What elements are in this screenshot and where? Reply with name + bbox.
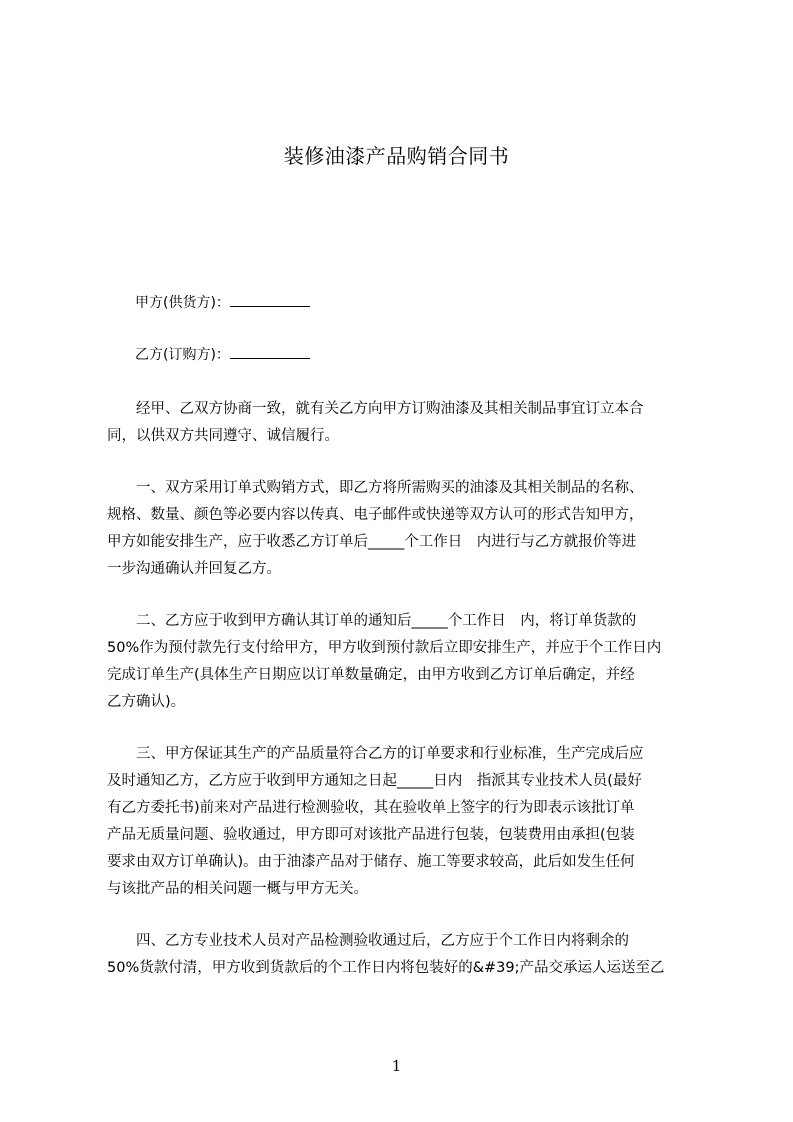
paragraph-line: 四、乙方专业技术人员对产品检测验收通过后，乙方应于个工作日内将剩余的: [107, 933, 629, 949]
page-number: 1: [391, 1057, 402, 1075]
paragraph-line: 产品无质量问题、验收通过，甲方即可对该批产品进行包装，包装费用由承担(包装: [107, 827, 635, 843]
paragraph-line: 及时通知乙方，乙方应于收到甲方通知之日起_____日内 指派其专业技术人员(最好: [107, 773, 642, 789]
intro-paragraph: [107, 396, 697, 450]
paragraph-line: 完成订单生产(具体生产日期应以订单数量确定，由甲方收到乙方订单后确定，并经: [107, 667, 635, 683]
paragraph-line: 一步沟通确认并回复乙方。: [107, 561, 281, 577]
paragraph-line: 50%作为预付款先行支付给甲方，甲方收到预付款后立即安排生产，并应于个工作日内: [107, 640, 662, 656]
paragraph-line: 要求由双方订单确认)。由于油漆产品对于储存、施工等要求较高，此后如发生任何: [107, 854, 635, 870]
paragraph-line: 有乙方委托书)前来对产品进行检测验收，其在验收单上签字的行为即表示该批订单: [107, 800, 635, 816]
paragraph-line: 同，以供双方共同遵守、诚信履行。: [107, 428, 339, 444]
paragraph-line: 一、双方采用订单式购销方式，即乙方将所需购买的油漆及其相关制品的名称、: [107, 480, 644, 496]
document-title: 装修油漆产品购销合同书: [283, 144, 510, 168]
party-a-label: 甲方(供货方)：: [135, 295, 230, 311]
clause-3-paragraph: [107, 741, 697, 903]
party-a-blank: [230, 292, 310, 307]
party-b-blank: [230, 344, 310, 359]
paragraph-line: 乙方确认)。: [107, 694, 186, 710]
paragraph-line: 二、乙方应于收到甲方确认其订单的通知后_____个工作日 内，将订单货款的: [107, 613, 637, 629]
party-b-line: [135, 344, 310, 365]
paragraph-line: 甲方如能安排生产，应于收悉乙方订单后_____个工作日 内进行与乙方就报价等进: [107, 534, 637, 550]
clause-2-paragraph: [107, 608, 697, 716]
clause-1-paragraph: [107, 475, 697, 583]
paragraph-line: 规格、数量、颜色等必要内容以传真、电子邮件或快递等双方认可的形式告知甲方，: [107, 507, 644, 523]
paragraph-line: 三、甲方保证其生产的产品质量符合乙方的订单要求和行业标准，生产完成后应: [107, 746, 644, 762]
paragraph-line: 50%货款付清，甲方收到货款后的个工作日内将包装好的&#39;产品交承运人运送至乙: [107, 960, 665, 976]
paragraph-line: 与该批产品的相关问题一概与甲方无关。: [107, 881, 368, 897]
party-b-label: 乙方(订购方)：: [135, 347, 230, 363]
paragraph-line: 经甲、乙双方协商一致，就有关乙方向甲方订购油漆及其相关制品事宜订立本合: [107, 401, 644, 417]
party-a-line: [135, 292, 310, 313]
clause-4-paragraph: [107, 928, 697, 982]
